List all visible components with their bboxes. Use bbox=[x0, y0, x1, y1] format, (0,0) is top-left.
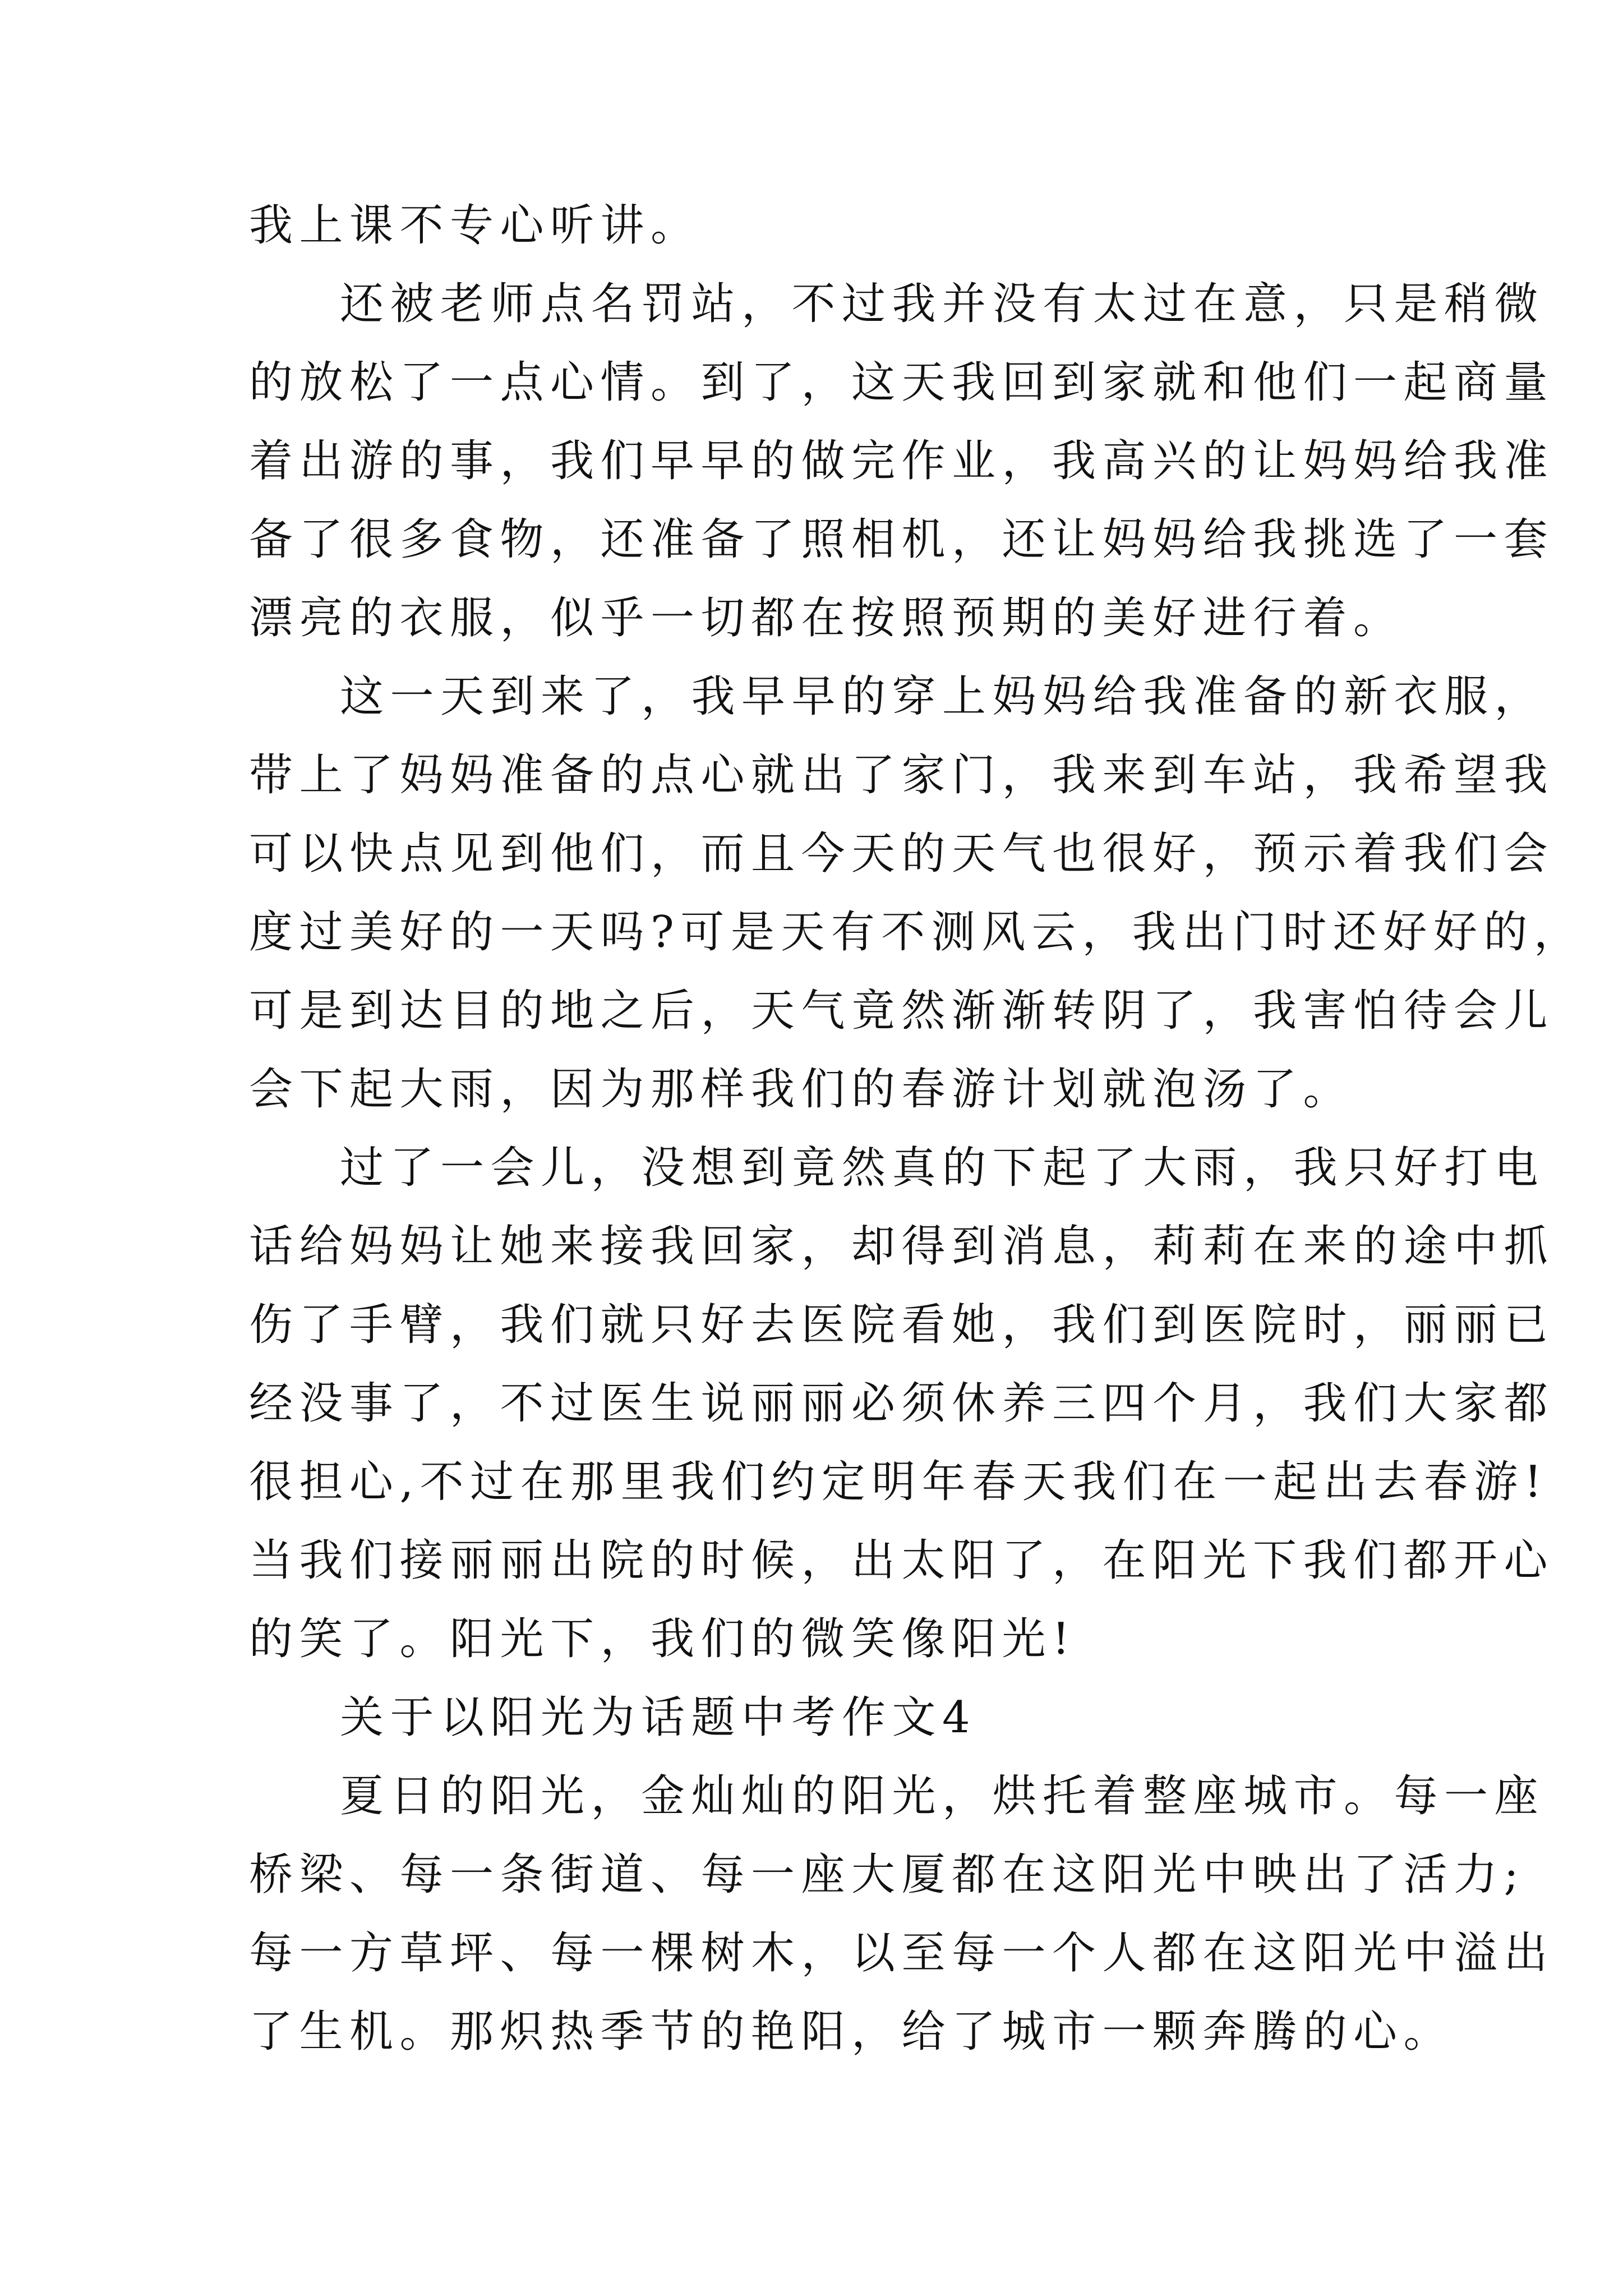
text-line: 度过美好的一天吗?可是天有不测风云，我出门时还好好的， bbox=[249, 907, 1584, 958]
text-line: 很担心,不过在那里我们约定明年春天我们在一起出去春游! bbox=[249, 1457, 1548, 1507]
text-line: 的放松了一点心情。到了，这天我回到家就和他们一起商量 bbox=[249, 357, 1555, 408]
text-line: 夏日的阳光，金灿灿的阳光，烘托着整座城市。每一座 bbox=[340, 1771, 1545, 1821]
section-heading: 关于以阳光为话题中考作文4 bbox=[340, 1692, 977, 1743]
text-line: 话给妈妈让她来接我回家，却得到消息，莉莉在来的途中抓 bbox=[249, 1221, 1555, 1272]
text-line: 带上了妈妈准备的点心就出了家门，我来到车站，我希望我 bbox=[249, 750, 1555, 800]
text-line: 我上课不专心听讲。 bbox=[249, 200, 701, 251]
text-line: 着出游的事，我们早早的做完作业，我高兴的让妈妈给我准 bbox=[249, 436, 1555, 486]
text-line: 当我们接丽丽出院的时候，出太阳了，在阳光下我们都开心 bbox=[249, 1535, 1555, 1586]
text-line: 伤了手臂，我们就只好去医院看她，我们到医院时，丽丽已 bbox=[249, 1300, 1555, 1350]
text-line: 还被老师点名罚站，不过我并没有太过在意，只是稍微 bbox=[340, 279, 1545, 329]
text-line: 每一方草坪、每一棵树木，以至每一个人都在这阳光中溢出 bbox=[249, 1928, 1555, 1978]
text-line: 桥梁、每一条街道、每一座大厦都在这阳光中映出了活力; bbox=[249, 1849, 1525, 1900]
text-line: 备了很多食物，还准备了照相机，还让妈妈给我挑选了一套 bbox=[249, 514, 1555, 565]
text-line: 的笑了。阳光下，我们的微笑像阳光! bbox=[249, 1614, 1076, 1664]
text-line: 了生机。那炽热季节的艳阳，给了城市一颗奔腾的心。 bbox=[249, 2007, 1454, 2057]
text-line: 漂亮的衣服，似乎一切都在按照预期的美好进行着。 bbox=[249, 593, 1404, 643]
text-line: 会下起大雨，因为那样我们的春游计划就泡汤了。 bbox=[249, 1064, 1354, 1115]
text-line: 可以快点见到他们，而且今天的天气也很好，预示着我们会 bbox=[249, 829, 1555, 879]
text-line: 这一天到来了，我早早的穿上妈妈给我准备的新衣服， bbox=[340, 671, 1545, 722]
text-line: 过了一会儿，没想到竟然真的下起了大雨，我只好打电 bbox=[340, 1143, 1545, 1193]
text-line: 经没事了，不过医生说丽丽必须休养三四个月，我们大家都 bbox=[249, 1378, 1555, 1429]
text-line: 可是到达目的地之后，天气竟然渐渐转阴了，我害怕待会儿 bbox=[249, 986, 1555, 1036]
